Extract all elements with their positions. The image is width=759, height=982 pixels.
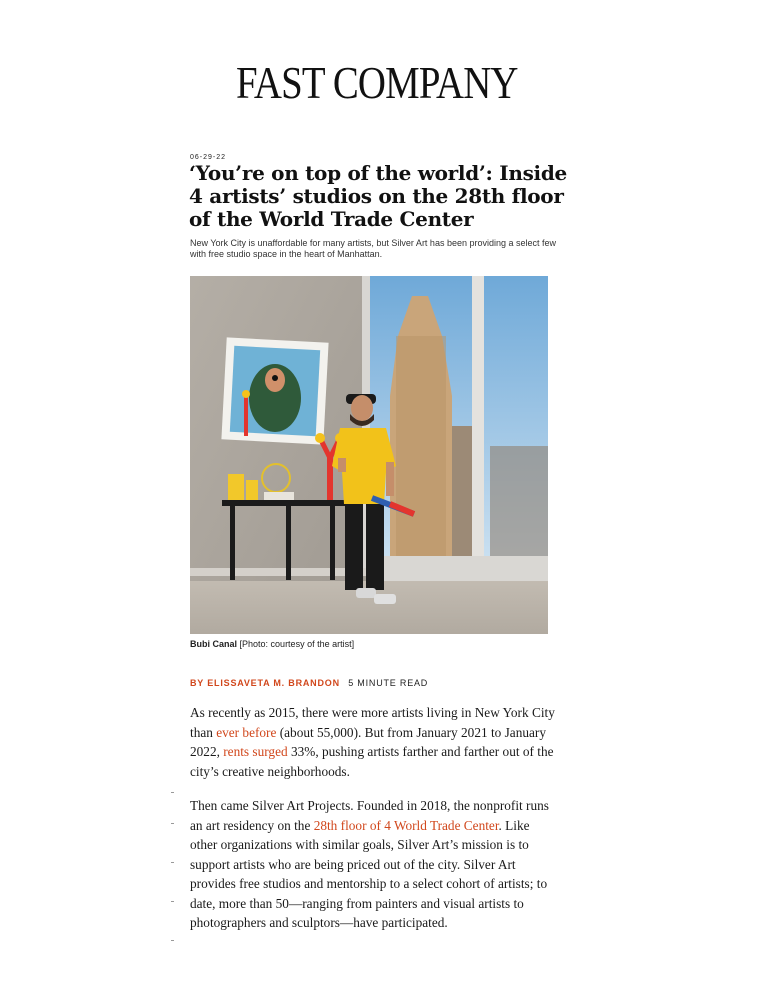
caption-name: Bubi Canal [190, 639, 238, 649]
paragraph-2 [190, 796, 560, 933]
world-trade-center-link[interactable]: 28th floor of 4 World Trade Center [313, 817, 499, 833]
paragraph-2-text-b: . Like other organizations with similar goals, Silver Art’s mission is to support artists who are being priced out of the city. Silver Art provides free studios and mentorship to a select cohort of artists; to date, more than 50—ranging from painters and visual artists to photographers and sculptors—have participated. [190, 817, 548, 930]
margin-tick [171, 823, 174, 824]
rents-surged-link[interactable]: rents surged [223, 744, 288, 759]
photo-caption [190, 639, 354, 649]
article-date: 06-29-22 [190, 154, 227, 161]
paragraph-2-text-a: Then came Silver Art Projects. Founded in 2018, the nonprofit runs an art residency on the [190, 798, 549, 833]
margin-tick [171, 862, 174, 863]
read-time: 5 MINUTE READ [348, 678, 429, 688]
paragraph-1 [190, 703, 560, 781]
article-photo [190, 276, 548, 634]
paragraph-1-text-a: As recently as 2015, there were more artists living in New York City than [190, 705, 555, 740]
article-dek: New York City is unaffordable for many artists, but Silver Art has been providing a select few with free studio space in the heart of Manhattan. [190, 238, 557, 259]
margin-tick [171, 940, 174, 941]
photo-artist-studio-icon [190, 276, 548, 634]
caption-credit: [Photo: courtesy of the artist] [239, 639, 355, 649]
margin-tick [171, 792, 174, 793]
byline [190, 678, 428, 688]
paragraph-1-text-b: (about 55,000). But from January 2021 to January 2022, [190, 724, 546, 759]
margin-tick [171, 901, 174, 902]
paragraph-1-text-c: 33%, pushing artists farther and farther out of the city’s creative neighborhoods. [190, 744, 554, 779]
ever-before-link[interactable]: ever before [216, 724, 277, 740]
article-headline: ‘You’re on top of the world’: Inside 4 artists’ studios on the 28th floor of the World Trade Center [189, 161, 567, 231]
fast-company-logo[interactable]: FAST COMPANY [236, 57, 518, 108]
author-link[interactable]: BY ELISSAVETA M. BRANDON [190, 678, 340, 688]
